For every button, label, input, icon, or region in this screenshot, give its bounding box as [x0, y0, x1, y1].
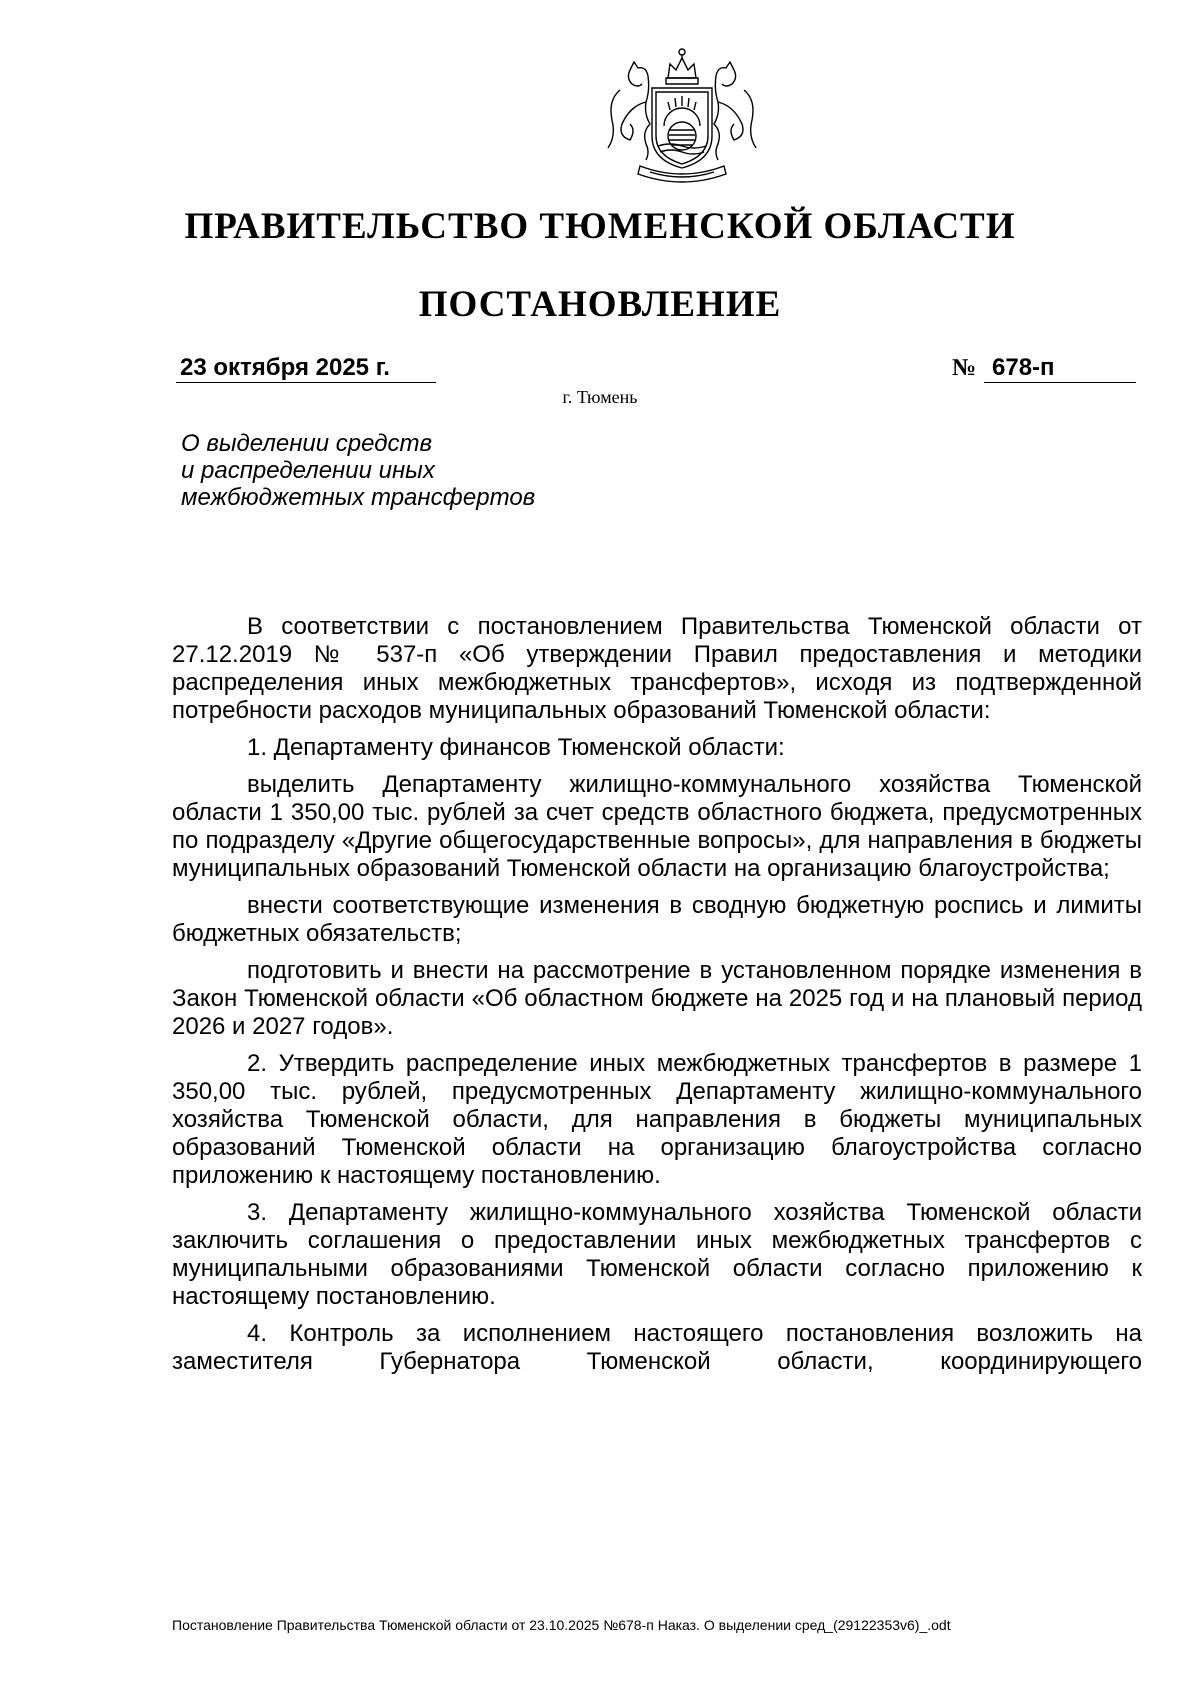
paragraph: подготовить и внести на рассмотрение в установленном порядке изменения в Закон Тюменской области «Об областном бюджете на 2025 год и на плановый период 2026 и 2027 годов».: [172, 957, 1142, 1040]
page-footer: Постановление Правительства Тюменской области от 23.10.2025 №678-п Наказ. О выделении сред_(29122353v6)_.odt: [172, 1617, 951, 1633]
paragraph: внести соответствующие изменения в сводную бюджетную роспись и лимиты бюджетных обязательств;: [172, 892, 1142, 947]
subject-line: и распределении иных: [181, 457, 435, 484]
paragraph: 3. Департаменту жилищно-коммунального хозяйства Тюменской области заключить соглашения о предоставлении иных межбюджетных трансфертов с муниципальными образованиями Тюменской области согласно приложению к настоящему постановлению.: [172, 1199, 1142, 1310]
paragraph: выделить Департаменту жилищно-коммунального хозяйства Тюменской области 1 350,00 тыс. рублей за счет средств областного бюджета, предусмотренных по подразделу «Другие общегосударственные вопросы», для направления в бюджеты муниципальных образований Тюменской области на организацию благоустройства;: [172, 771, 1142, 882]
number-sign: №: [952, 355, 977, 381]
paragraph: 2. Утвердить распределение иных межбюджетных трансфертов в размере 1 350,00 тыс. рублей, предусмотренных Департаменту жилищно-коммунального хозяйства Тюменской области, для направления в бюджеты муниципальных образований Тюменской области на организацию благоустройства согласно приложению к настоящему постановлению.: [172, 1050, 1142, 1189]
document-body: [172, 613, 1142, 1385]
coat-of-arms-icon: [590, 40, 774, 190]
document-date: 23 октября 2025 г.: [176, 354, 436, 383]
subject-line: О выделении средств: [181, 430, 433, 457]
city: г. Тюмень: [562, 387, 638, 407]
subject-line: межбюджетных трансфертов: [181, 484, 536, 511]
document-number: 678-п: [984, 354, 1136, 383]
paragraph: 4. Контроль за исполнением настоящего постановления возложить на заместителя Губернатора Тюменской области, координирующего: [172, 1320, 1142, 1375]
paragraph: В соответствии с постановлением Правительства Тюменской области от 27.12.2019 № 537-п «Об утверждении Правил предоставления и методики распределения иных межбюджетных трансфертов», исходя из подтвержденной потребности расходов муниципальных образований Тюменской области:: [172, 613, 1142, 724]
document-type: ПОСТАНОВЛЕНИЕ: [418, 284, 782, 325]
document-subject: [181, 430, 641, 511]
organization-title: ПРАВИТЕЛЬСТВО ТЮМЕНСКОЙ ОБЛАСТИ: [184, 206, 1016, 247]
paragraph: 1. Департаменту финансов Тюменской области:: [247, 734, 785, 761]
